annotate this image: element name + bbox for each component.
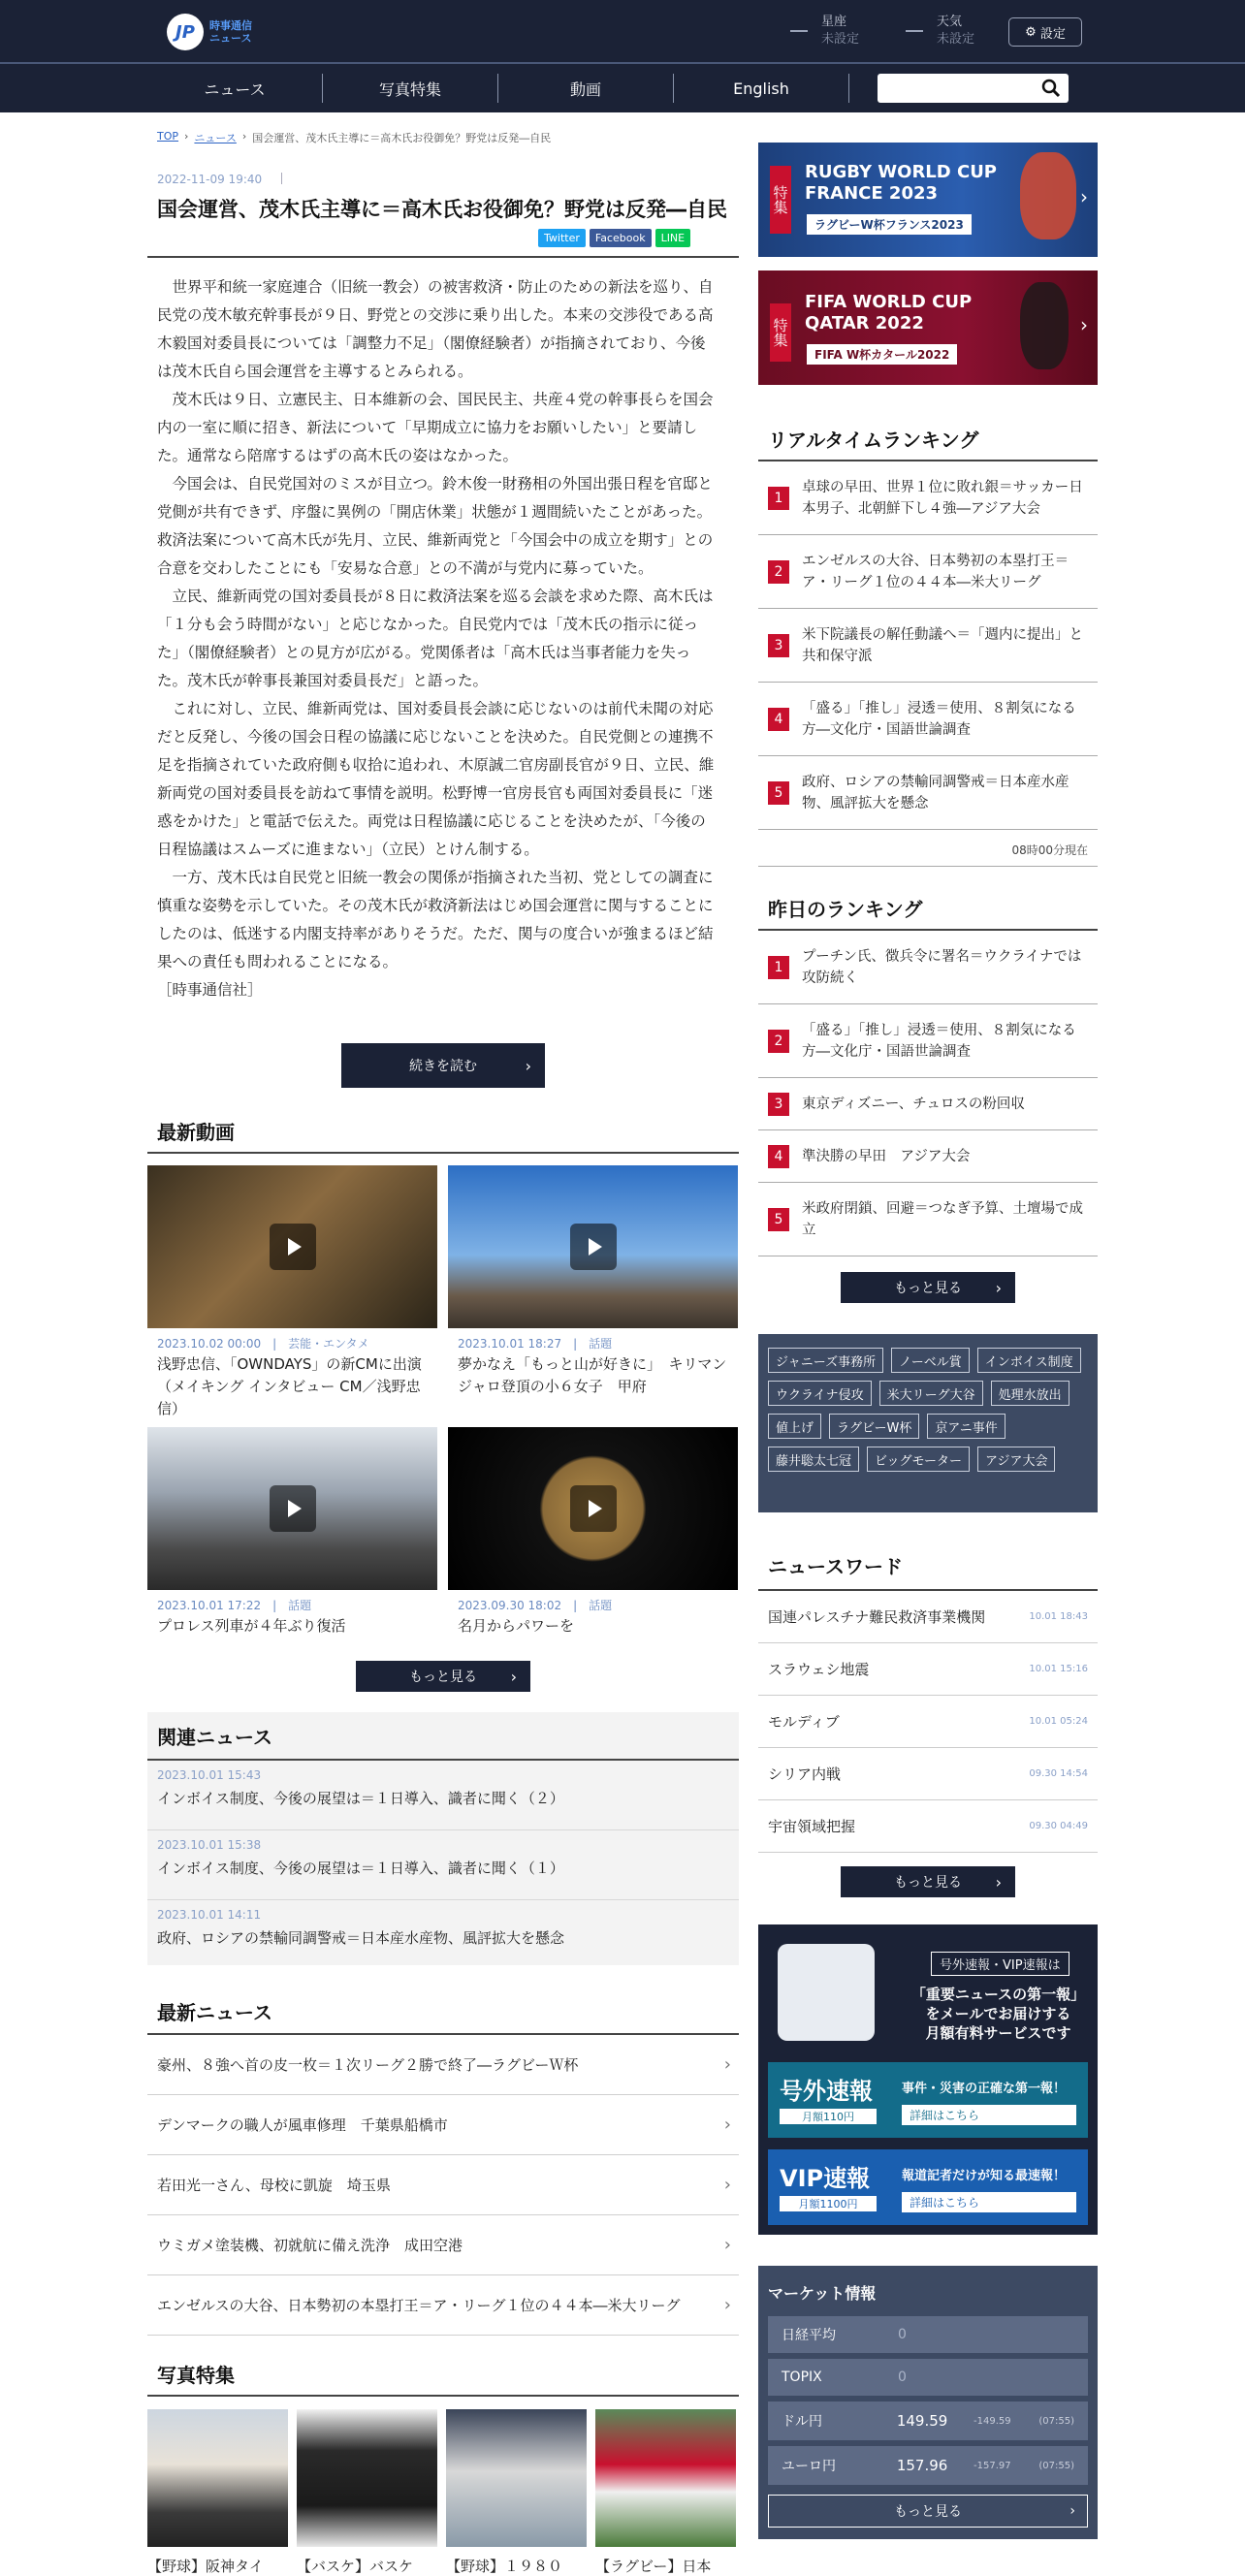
newsword-term: 国連パレスチナ難民救済事業機関 (768, 1608, 986, 1626)
ranking-item[interactable] (758, 1130, 1098, 1183)
ranking-updated: 08時00分現在 (758, 832, 1098, 867)
market-more-label: もっと見る (894, 2504, 962, 2520)
ranking-title: 準決勝の早田 アジア大会 (802, 1148, 971, 1164)
ranking-item[interactable] (758, 461, 1098, 535)
breadcrumb-news[interactable]: ニュース (194, 132, 237, 144)
date-divider (281, 173, 282, 184)
topic-tag[interactable]: インボイス制度 (977, 1348, 1081, 1373)
global-nav (0, 64, 1245, 112)
vip-details-link[interactable]: 詳細はこちら (902, 2192, 1076, 2212)
newsword-heading: ニュースワード (768, 1555, 903, 1578)
related-date: 2023.10.01 14:11 (157, 1908, 262, 1922)
share-twitter-button[interactable]: Twitter (538, 229, 586, 247)
article-paragraph: 世界平和統一家庭連合（旧統一教会）の被害救済・防止のための新法を巡り、自民党の茂木敏充幹事長が９日、野党との交渉に乗り出した。本来の交渉役である高木毅国対委員長については「調整力不足」（閣僚経験者）が指摘されており、今後は茂木氏自ら国会運営を主導するとみられる。 (157, 278, 714, 380)
rugby-banner[interactable] (758, 143, 1098, 257)
chevron-right-icon: › (1069, 2503, 1075, 2519)
promo-headline-line: 「重要ニュースの第一報」 (910, 1986, 1086, 2003)
topic-tag[interactable]: 藤井聡太七冠 (768, 1447, 859, 1472)
video-meta: 2023.10.01 18:27 | 話題 (458, 1337, 613, 1351)
photo-thumbnail[interactable] (147, 2409, 288, 2547)
photo-thumbnail[interactable] (446, 2409, 587, 2547)
dash-icon (906, 30, 923, 32)
market-row[interactable] (768, 2359, 1088, 2396)
video-title[interactable]: プロレス列車が４年ぶり復活 (157, 1617, 346, 1635)
related-title: インボイス制度、今後の展望は＝１日導入、識者に聞く（２） (157, 1790, 564, 1807)
market-name: TOPIX (782, 2369, 822, 2385)
ranking-more-button[interactable]: もっと見る › (841, 1272, 1015, 1303)
video-category: 話題 (589, 1337, 613, 1351)
article-title: 国会運営、茂木氏主導に＝高木氏お役御免？野党は反発―自民 (157, 198, 727, 221)
topic-tag[interactable]: ラグビーW杯 (829, 1414, 919, 1439)
market-name: 日経平均 (782, 2328, 836, 2343)
newsword-item[interactable] (758, 1748, 1098, 1800)
realtime-ranking-heading: リアルタイムランキング (768, 429, 979, 452)
photo-thumbnail[interactable] (297, 2409, 437, 2547)
ranking-title: 米下院議長の解任動議へ＝「週内に提出」と共和保守派 (802, 626, 1083, 664)
video-meta: 2023.09.30 18:02 | 話題 (458, 1599, 613, 1612)
ranking-title: 「盛る」「推し」浸透＝使用、８割気になる方―文化庁・国語世論調査 (802, 1022, 1076, 1060)
share-facebook-button[interactable]: Facebook (590, 229, 652, 247)
newsword-term: モルディブ (768, 1713, 840, 1731)
topic-tag[interactable]: ノーベル賞 (891, 1348, 970, 1373)
video-thumbnail[interactable] (147, 1165, 437, 1328)
settings-button[interactable] (1008, 17, 1082, 47)
horoscope-value: 未設定 (821, 32, 860, 47)
banner-title-line: FRANCE 2023 (805, 183, 939, 204)
breadcrumb-current: 国会運営、茂木氏主導に＝高木氏お役御免？野党は反発―自民 (252, 132, 552, 144)
related-item[interactable] (147, 1830, 739, 1900)
market-info (758, 2266, 1098, 2539)
ranking-item[interactable] (758, 535, 1098, 609)
horoscope-setting[interactable] (790, 14, 859, 48)
market-value: 149.59 (896, 2412, 948, 2430)
rank-number: 5 (768, 1208, 789, 1231)
ranking-item[interactable] (758, 683, 1098, 756)
latest-news-item[interactable]: 若田光一さん、母校に凱旋 埼玉県 › (147, 2155, 739, 2215)
promo-headline-line: をメールでお届けする (925, 2005, 1071, 2022)
topic-tag[interactable]: ビッグモーター (867, 1447, 970, 1472)
nav-item-photos[interactable]: 写真特集 (378, 80, 441, 99)
market-more-button[interactable] (768, 2495, 1088, 2528)
related-news (147, 1712, 739, 1965)
rank-number: 1 (768, 956, 789, 979)
latest-news-item[interactable]: エンゼルスの大谷、日本勢初の本塁打王＝ア・リーグ１位の４４本―米大リーグ › (147, 2275, 739, 2336)
logo-line-1: 時事通信 (209, 19, 252, 32)
related-title: インボイス制度、今後の展望は＝１日導入、識者に聞く（１） (157, 1860, 564, 1877)
newsword-time: 10.01 15:16 (1029, 1664, 1088, 1674)
play-icon[interactable] (270, 1485, 316, 1532)
ranking-item[interactable] (758, 1078, 1098, 1130)
article-paragraph: 一方、茂木氏は自民党と旧統一教会の関係が指摘された当初、党としての調査に慎重な姿勢を示していた。その茂木氏が救済新法はじめ国会運営に関与することにしたのは、低迷する内閣支持率がありそうだ。ただ、関与の度合いが強まるほど結果への責任も問われることになる。 (157, 869, 714, 970)
gear-icon: ⚙ (1025, 24, 1037, 40)
search-icon[interactable] (1041, 79, 1061, 98)
gogai-title: 号外速報 (780, 2078, 873, 2105)
gogai-price: 月額110円 (780, 2109, 877, 2124)
newsword-term: シリア内戦 (768, 1765, 842, 1783)
gogai-description: 事件・災害の正確な第一報！ (902, 2082, 1067, 2096)
article-paragraph: 茂木氏は９日、立憲民主、日本維新の会、国民民主、共産４党の幹事長らを国会内の一室に順に招き、新法について「早期成立に協力をお願いしたい」と要請した。通常なら陪席するはずの高木氏の姿はなかった。 (157, 391, 714, 464)
topic-tag[interactable]: 京アニ事件 (927, 1414, 1005, 1439)
play-icon[interactable] (270, 1224, 316, 1270)
market-time: (07:55) (1038, 2460, 1074, 2471)
photo-caption[interactable]: 【野球】１９８０ (446, 2558, 563, 2575)
play-icon[interactable] (570, 1485, 617, 1532)
related-title: 政府、ロシアの禁輸同調警戒＝日本産水産物、風評拡大を懸念 (157, 1929, 565, 1947)
photo-caption[interactable]: 【バスケ】バスケ (297, 2558, 414, 2575)
market-row[interactable] (768, 2446, 1088, 2485)
ranking-title: 政府、ロシアの禁輸同調警戒＝日本産水産物、風評拡大を懸念 (802, 774, 1069, 811)
site-logo[interactable] (167, 14, 252, 50)
phone-mockup-icon (778, 1944, 875, 2041)
weather-setting[interactable] (906, 14, 974, 48)
newsword-more-button[interactable]: もっと見る › (841, 1866, 1015, 1897)
newsword-time: 10.01 18:43 (1029, 1611, 1088, 1622)
rank-number: 3 (768, 634, 789, 657)
related-item[interactable] (147, 1900, 739, 1970)
vip-description: 報道記者だけが知る最速報！ (902, 2169, 1067, 2183)
site-header (0, 0, 1245, 64)
photos-heading: 写真特集 (157, 2364, 235, 2387)
banner-subtitle: ラグビーW杯フランス2023 (807, 214, 972, 235)
video-title[interactable]: 夢かなえ「もっと山が好きに」 キリマンジャロ登頂の小６女子 甲府 (458, 1355, 727, 1395)
video-date: 2023.10.02 00:00 (157, 1337, 262, 1351)
photo-thumbnail[interactable] (595, 2409, 736, 2547)
photo-caption[interactable]: 【野球】阪神タイ (147, 2558, 264, 2575)
rank-number: 4 (768, 1145, 789, 1168)
video-thumbnail[interactable] (147, 1427, 437, 1590)
rank-number: 4 (768, 708, 789, 731)
topic-tag[interactable]: ウクライナ侵攻 (768, 1381, 872, 1406)
vip-price: 月額1100円 (780, 2196, 877, 2211)
newsword-term: スラウェシ地震 (768, 1661, 870, 1678)
article-paragraph: 立民、維新両党の国対委員長が８日に救済法案を巡る会談を求めた際、高木氏は「１分も会う時間がない」と応じなかった。自民党内では「茂木氏の指示に従った」（閣僚経験者）との見方が広がる。党関係者は「高木氏は当事者能力を失った。茂木氏が幹事長兼国対委員長だ」と語った。 (157, 588, 714, 689)
banner-title (805, 162, 997, 205)
market-change: -149.59 (974, 2415, 1011, 2427)
ranking-title: 東京ディズニー、チュロスの粉回収 (802, 1096, 1025, 1112)
market-change: -157.97 (974, 2460, 1011, 2471)
soccer-player-icon (1020, 282, 1069, 369)
weather-label: 天気 (937, 15, 963, 29)
read-more-button[interactable]: 続きを読む › (341, 1043, 545, 1088)
breaking-news-promo[interactable] (758, 1924, 1098, 2235)
topic-tag[interactable]: 値上げ (768, 1414, 821, 1439)
promo-headline-line: 月額有料サービスです (925, 2024, 1071, 2042)
related-heading: 関連ニュース (157, 1726, 272, 1749)
weather-value: 未設定 (937, 32, 975, 47)
video-category: 話題 (589, 1599, 613, 1612)
topic-tag[interactable]: 米大リーグ大谷 (879, 1381, 983, 1406)
ranking-title: 卓球の早田、世界１位に敗れ銀＝サッカー日本男子、北朝鮮下し４強―アジア大会 (802, 479, 1083, 517)
chevron-right-icon: › (1080, 185, 1088, 208)
banner-title (805, 292, 972, 334)
videos-heading: 最新動画 (157, 1121, 235, 1144)
market-row[interactable] (768, 2401, 1088, 2440)
promo-headline (904, 1985, 1093, 2043)
ranking-item[interactable] (758, 931, 1098, 1004)
topic-tag[interactable]: 処理水放出 (991, 1381, 1069, 1406)
videos-rule (147, 1152, 739, 1154)
video-meta: 2023.10.02 00:00 | 芸能・エンタメ (157, 1337, 369, 1351)
videos-more-button[interactable]: もっと見る › (356, 1661, 530, 1692)
ranking-title: 「盛る」「推し」浸透＝使用、８割気になる方―文化庁・国語世論調査 (802, 700, 1076, 738)
related-item[interactable] (147, 1761, 739, 1830)
latest-news-item[interactable]: デンマークの職人が風車修理 千葉県船橋市 › (147, 2095, 739, 2155)
breadcrumb-top[interactable]: TOP (157, 130, 179, 143)
market-row[interactable] (768, 2316, 1088, 2353)
share-buttons (538, 229, 690, 247)
banner-title-line: RUGBY WORLD CUP (805, 162, 997, 182)
banner-tag: 特集 (770, 166, 791, 234)
rank-number: 2 (768, 1030, 789, 1053)
promo-tag: 号外速報・VIP速報は (931, 1952, 1069, 1976)
settings-label: 設定 (1039, 26, 1066, 42)
video-meta: 2023.10.01 17:22 | 話題 (157, 1599, 312, 1612)
video-thumbnail[interactable] (448, 1427, 738, 1590)
nav-divider (848, 74, 849, 103)
banner-title-line: FIFA WORLD CUP (805, 292, 973, 312)
video-date: 2023.10.01 17:22 (157, 1599, 262, 1612)
article-paragraph: 今国会は、自民党国対のミスが目立つ。鈴木俊一財務相の外国出張日程を官邸と党側が共有できず、序盤に異例の「開店休業」状態が１週間続いたことがあった。救済法案について高木氏が先月、立民、維新両党と「今国会中の成立を期す」との合意を交わしたことにも「安易な合意」との不満が与党内に募っていた。 (157, 475, 714, 577)
vip-promo[interactable] (768, 2149, 1088, 2225)
banner-title-line: QATAR 2022 (805, 313, 924, 334)
nav-item-video[interactable]: 動画 (569, 80, 601, 99)
related-date: 2023.10.01 15:43 (157, 1768, 262, 1782)
horoscope-label: 星座 (821, 15, 847, 29)
market-name: ユーロ円 (782, 2459, 836, 2474)
market-value: 0 (898, 2327, 907, 2342)
banner-subtitle: FIFA W杯カタール2022 (807, 344, 957, 365)
breadcrumb-sep: › (241, 130, 247, 143)
newsword-time: 09.30 04:49 (1029, 1821, 1088, 1831)
yesterday-ranking-heading: 昨日のランキング (768, 898, 923, 921)
rank-number: 2 (768, 560, 789, 584)
title-rule (147, 256, 739, 258)
jiji-logo-icon: JP (167, 14, 204, 50)
newsword-item[interactable] (758, 1800, 1098, 1853)
banner-tag: 特集 (770, 303, 791, 362)
dash-icon (790, 30, 808, 32)
article-paragraph: これに対し、立民、維新両党は、国対委員長会談に応じないのは前代未聞の対応だと反発し、今後の国会日程の協議に応じないことを決めた。自民党側との連携不足を指摘されていた政府側も収拾に追われ、木原誠二官房副長官が９日、立民、維新両党の国対委員長を訪ねて事情を説明。松野博一官房長官も両国対委員長に「迷惑をかけた」と電話で伝えた。両党は日程協議に応じることを決めたが、「今後の日程協議はスムーズに進まない」（立民）とけん制する。 (157, 700, 715, 858)
photos-rule (147, 2395, 739, 2397)
photo-caption[interactable]: 【ラグビー】日本 (595, 2558, 712, 2575)
ranking-title: 米政府閉鎖、回避＝つなぎ予算、土壇場で成立 (802, 1200, 1083, 1238)
topic-tags (758, 1334, 1098, 1512)
newsword-time: 09.30 14:54 (1029, 1768, 1088, 1779)
gogai-promo[interactable] (768, 2062, 1088, 2138)
latest-news-item[interactable]: 豪州、８強へ首の皮一枚＝１次リーグ２勝で終了―ラグビーＷ杯 › (147, 2035, 739, 2095)
logo-line-2: ニュース (209, 32, 252, 45)
topic-tag[interactable]: ジャニーズ事務所 (768, 1348, 883, 1373)
ranking-item[interactable] (758, 609, 1098, 683)
article-body (157, 273, 719, 1004)
rugby-player-icon (1020, 152, 1076, 239)
newsword-item[interactable] (758, 1643, 1098, 1696)
video-date: 2023.09.30 18:02 (458, 1599, 562, 1612)
search-input[interactable] (878, 74, 1069, 103)
ranking-item[interactable] (758, 756, 1098, 830)
related-date: 2023.10.01 15:38 (157, 1838, 262, 1852)
ranking-item[interactable] (758, 1183, 1098, 1256)
newsword-item[interactable] (758, 1696, 1098, 1748)
breadcrumb (157, 130, 551, 145)
fifa-banner[interactable] (758, 270, 1098, 385)
market-value: 0 (898, 2369, 907, 2385)
share-line-button[interactable]: LINE (655, 229, 691, 247)
nav-item-news[interactable]: ニュース (204, 80, 266, 99)
market-name: ドル円 (782, 2414, 822, 2430)
newsword-term: 宇宙領域把握 (768, 1818, 856, 1835)
vip-title: VIP速報 (780, 2165, 871, 2192)
breadcrumb-sep: › (184, 130, 189, 143)
latest-news-item[interactable]: ウミガメ塗装機、初就航に備え洗浄 成田空港 › (147, 2215, 739, 2275)
article-date: 2022-11-09 19:40 (157, 173, 263, 186)
rank-number: 3 (768, 1093, 789, 1116)
market-heading: マーケット情報 (768, 2284, 877, 2303)
latest-heading: 最新ニュース (157, 2001, 272, 2024)
newsword-time: 10.01 05:24 (1029, 1716, 1088, 1727)
video-category: 話題 (288, 1599, 312, 1612)
video-category: 芸能・エンタメ (288, 1337, 369, 1351)
newsword-item[interactable] (758, 1591, 1098, 1643)
gogai-details-link[interactable]: 詳細はこちら (902, 2105, 1076, 2125)
ranking-title: エンゼルスの大谷、日本勢初の本塁打王＝ア・リーグ１位の４４本―米大リーグ (802, 553, 1069, 590)
video-title[interactable]: 浅野忠信、「OWNDAYS」の新CMに出演（メイキング インタビュー CM／浅野忠信） (157, 1355, 422, 1417)
video-date: 2023.10.01 18:27 (458, 1337, 562, 1351)
topic-tag[interactable]: アジア大会 (977, 1447, 1055, 1472)
chevron-right-icon: › (1080, 313, 1088, 336)
article-credit: ［時事通信社］ (157, 981, 263, 999)
video-title[interactable]: 名月からパワーを (458, 1617, 575, 1635)
ranking-item[interactable] (758, 1004, 1098, 1078)
ranking-title: プーチン氏、徴兵令に署名＝ウクライナでは攻防続く (802, 948, 1082, 986)
nav-item-english[interactable]: English (733, 79, 789, 98)
market-value: 157.96 (896, 2457, 948, 2474)
rank-number: 5 (768, 781, 789, 805)
market-time: (07:55) (1038, 2415, 1074, 2427)
rank-number: 1 (768, 487, 789, 510)
play-icon[interactable] (570, 1224, 617, 1270)
video-thumbnail[interactable] (448, 1165, 738, 1328)
